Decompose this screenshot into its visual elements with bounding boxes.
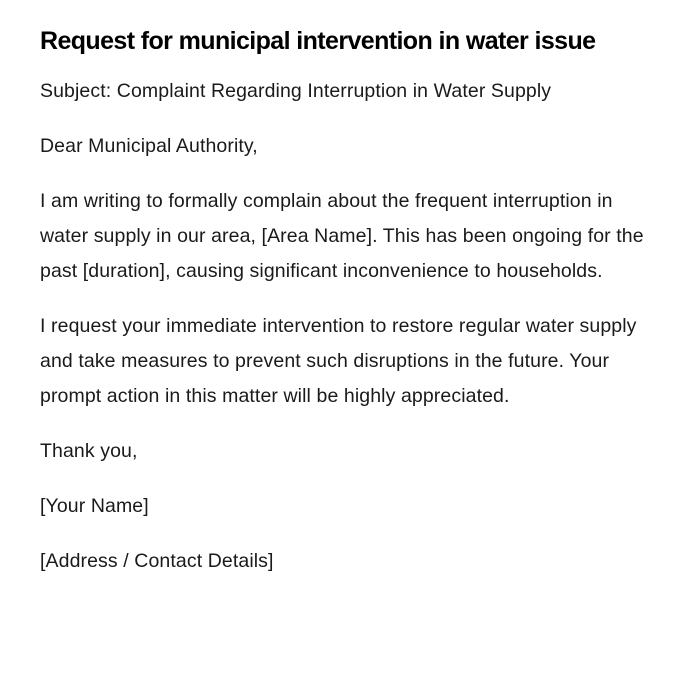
letter-document xyxy=(40,24,660,599)
sender-name: [Your Name] xyxy=(40,495,149,517)
body-paragraph-1: I am writing to formally complain about the frequent interruption in water supply in our area, [Area Name]. This has been ongoing for the past [duration], causing significant inconvenience to households. xyxy=(40,190,644,282)
page-title: Request for municipal intervention in water issue xyxy=(40,27,596,55)
salutation: Dear Municipal Authority, xyxy=(40,135,258,157)
sender-contact: [Address / Contact Details] xyxy=(40,550,274,572)
body-paragraph-2: I request your immediate intervention to restore regular water supply and take measures to prevent such disruptions in the future. Your prompt action in this matter will be highly appreciated. xyxy=(40,315,637,407)
closing-line: Thank you, xyxy=(40,440,138,462)
subject-line: Subject: Complaint Regarding Interruption in Water Supply xyxy=(40,80,552,102)
